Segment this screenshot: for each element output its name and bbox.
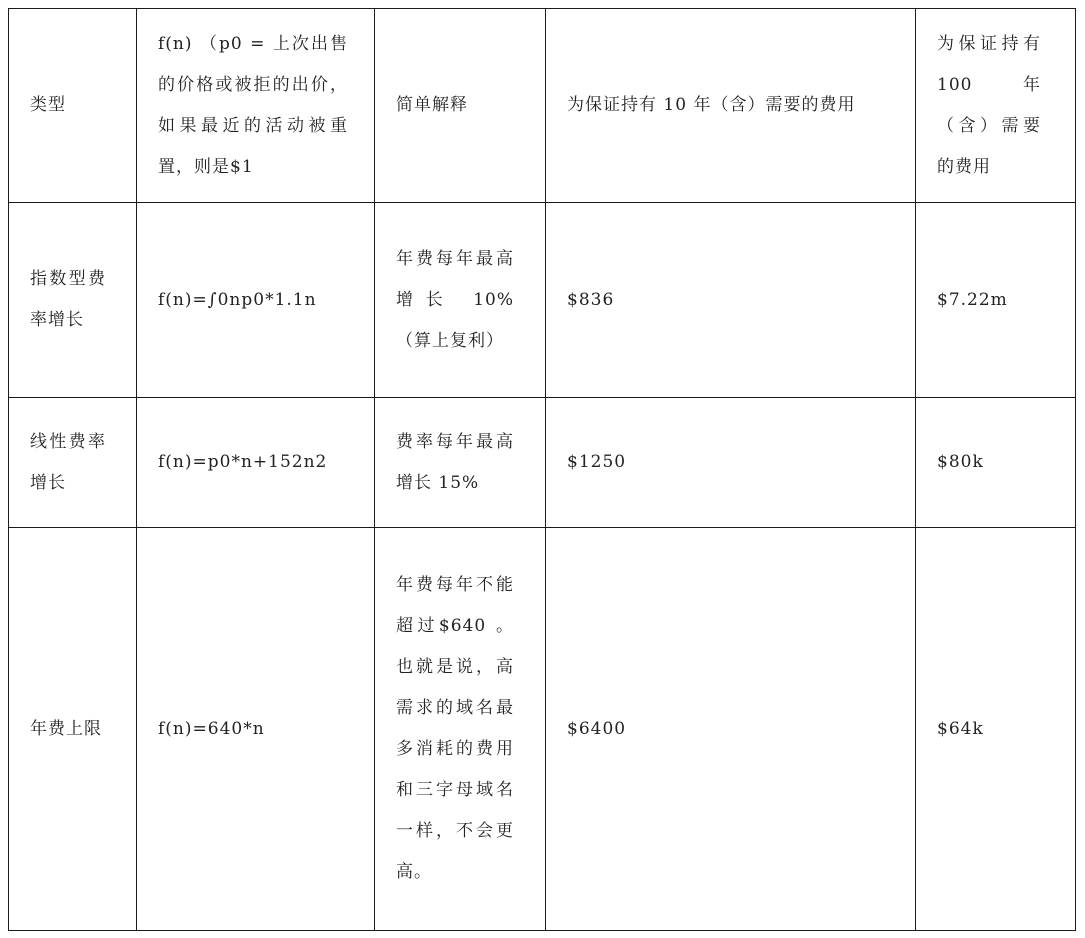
cell-cost-10 (546, 203, 916, 398)
cell-type (9, 203, 137, 398)
header-cost-10-text: 为保证持有 10 年（含）需要的费用 (567, 95, 856, 115)
formula-text: f(n)=p0*n+152n2 (158, 452, 328, 472)
formula-text: f(n)=∫0np0*1.1n (158, 289, 317, 310)
cost-10-text: $1250 (567, 452, 627, 472)
explanation-text: 费率每年最高增长 15% (396, 431, 514, 493)
header-cell-formula (137, 9, 375, 203)
cost-10-text: $836 (567, 289, 615, 310)
cell-formula (137, 203, 375, 398)
cell-explanation (375, 528, 546, 931)
cost-100-text: $80k (937, 452, 984, 472)
type-text: 线性费率增长 (30, 431, 106, 493)
cell-formula (137, 528, 375, 931)
fee-comparison-table (8, 8, 1076, 931)
cell-cost-100 (916, 528, 1076, 931)
type-text: 年费上限 (30, 718, 102, 739)
cost-10-text: $6400 (567, 718, 627, 739)
table-row (9, 203, 1076, 398)
cell-formula (137, 398, 375, 528)
explanation-text: 年费每年不能超过$640 。也就是说，高需求的域名最多消耗的费用和三字母域名一样，不会更高。 (396, 575, 514, 882)
explanation-text: 年费每年最高增长 10%（算上复利） (396, 248, 514, 351)
cell-explanation (375, 398, 546, 528)
type-text: 指数型费率增长 (30, 269, 106, 330)
header-cell-type (9, 9, 137, 203)
cell-cost-10 (546, 528, 916, 931)
header-cell-explanation (375, 9, 546, 203)
formula-text: f(n)=640*n (158, 718, 265, 739)
table-row (9, 398, 1076, 528)
header-cell-cost-10 (546, 9, 916, 203)
table-header-row (9, 9, 1076, 203)
header-formula-text: f(n) （p0 = 上次出售的价格或被拒的出价，如果最近的活动被重置，则是$1 (158, 33, 348, 177)
table-row (9, 528, 1076, 931)
cell-cost-100 (916, 203, 1076, 398)
header-cost-100-text: 为保证持有 100 年（含）需要的费用 (937, 33, 1041, 177)
header-cell-cost-100 (916, 9, 1076, 203)
cell-type (9, 528, 137, 931)
cell-cost-10 (546, 398, 916, 528)
cost-100-text: $64k (937, 718, 984, 739)
cell-explanation (375, 203, 546, 398)
header-explanation-text: 简单解释 (396, 95, 468, 115)
cell-cost-100 (916, 398, 1076, 528)
header-type-text: 类型 (30, 95, 66, 115)
cell-type (9, 398, 137, 528)
cost-100-text: $7.22m (937, 289, 1008, 310)
